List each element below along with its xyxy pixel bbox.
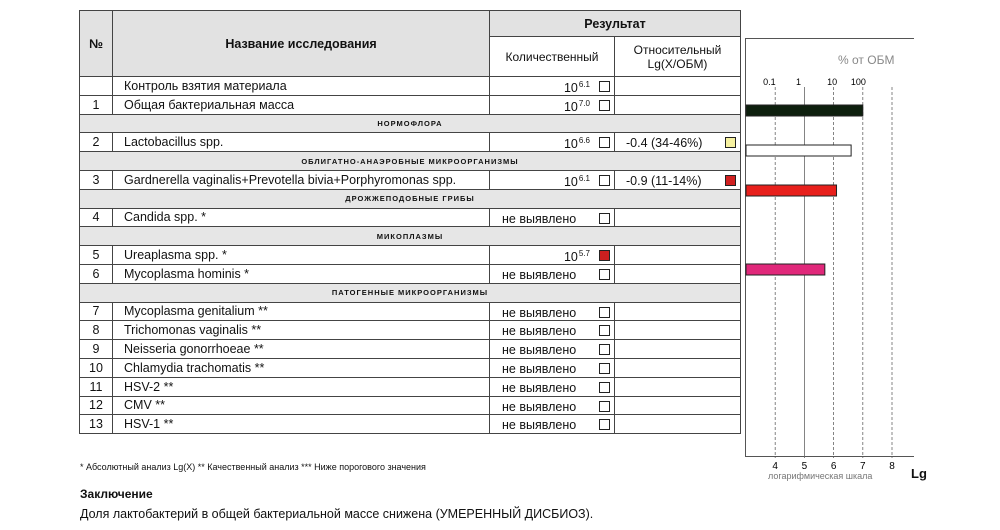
quantitative-cell [490, 170, 615, 189]
checkbox-square [599, 382, 610, 393]
row-number: 1 [80, 95, 113, 114]
quantitative-cell [490, 358, 615, 377]
quantitative-cell [490, 377, 615, 396]
value-base: 10 [563, 175, 578, 190]
quantitative-value [564, 80, 590, 95]
lg-axis-label: Lg [911, 466, 927, 481]
quantitative-cell [490, 208, 615, 227]
col-quantitative-header: Количественный [490, 37, 615, 77]
value-exponent: 7.0 [578, 98, 590, 108]
relative-value: -0.4 (34-46%) [626, 136, 703, 151]
lg-chart [745, 38, 914, 472]
table-row [80, 358, 741, 377]
lg-chart-svg [746, 39, 915, 472]
relative-value: -0.9 (11-14%) [626, 173, 702, 188]
percent-tick-label: 10 [827, 77, 838, 87]
section-row [80, 114, 741, 133]
col-relative-header [615, 37, 741, 77]
relative-cell [615, 302, 741, 321]
relative-cell [615, 321, 741, 340]
not-detected-text: не выявлено [502, 324, 577, 339]
checkbox-square [599, 419, 610, 430]
checkbox-square [599, 269, 610, 280]
value-exponent: 5.7 [578, 249, 590, 259]
quantitative-cell [490, 415, 615, 434]
study-name: Mycoplasma hominis * [113, 264, 490, 283]
study-name: Gardnerella vaginalis+Prevotella bivia+Porphyromonas spp. [113, 170, 490, 189]
chart-bar [746, 145, 851, 156]
quantitative-cell [490, 246, 615, 265]
value-base: 10 [563, 250, 578, 265]
section-row [80, 152, 741, 171]
conclusion-text: Доля лактобактерий в общей бактериальной массе снижена (УМЕРЕННЫЙ ДИСБИОЗ). [80, 507, 594, 521]
table-row [80, 246, 741, 265]
percent-tick-label: 0.1 [763, 77, 776, 87]
not-detected-text: не выявлено [502, 361, 577, 376]
not-detected-text: не выявлено [502, 343, 577, 358]
checkbox-square [599, 344, 610, 355]
checkbox-square [599, 363, 610, 374]
checkbox-square [599, 137, 610, 148]
quantitative-cell [490, 302, 615, 321]
quantitative-value [564, 136, 590, 151]
study-name: HSV-2 ** [113, 377, 490, 396]
checkbox-square [599, 213, 610, 224]
percent-tick-label: 1 [796, 77, 802, 87]
table-row [80, 264, 741, 283]
relative-indicator-square [725, 137, 736, 148]
row-number: 3 [80, 170, 113, 189]
col-num-header: № [80, 11, 113, 77]
study-name: HSV-1 ** [113, 415, 490, 434]
table-row [80, 77, 741, 96]
table-row [80, 95, 741, 114]
scale-label: логарифмическая шкала [768, 471, 873, 481]
relative-cell [615, 95, 741, 114]
table-row [80, 208, 741, 227]
table-row [80, 321, 741, 340]
not-detected-text: не выявлено [502, 305, 577, 320]
study-name: Общая бактериальная масса [113, 95, 490, 114]
table-row [80, 302, 741, 321]
chart-bar [746, 105, 863, 116]
section-title: МИКОПЛАЗМЫ [80, 227, 741, 246]
section-title: ДРОЖЖЕПОДОБНЫЕ ГРИБЫ [80, 189, 741, 208]
study-name: Trichomonas vaginalis ** [113, 321, 490, 340]
study-name: Lactobacillus spp. [113, 133, 490, 152]
section-title: ПАТОГЕННЫЕ МИКРООРГАНИЗМЫ [80, 283, 741, 302]
x-tick-label: 7 [860, 461, 866, 472]
quantitative-cell [490, 340, 615, 359]
row-number [80, 77, 113, 96]
not-detected-text: не выявлено [502, 380, 577, 395]
row-number: 6 [80, 264, 113, 283]
quantitative-cell [490, 95, 615, 114]
relative-cell [615, 208, 741, 227]
relative-header-line1: Относительный [633, 42, 722, 57]
row-number: 2 [80, 133, 113, 152]
row-number: 5 [80, 246, 113, 265]
row-number: 8 [80, 321, 113, 340]
relative-cell [615, 415, 741, 434]
quantitative-cell [490, 396, 615, 415]
value-exponent: 6.1 [578, 173, 590, 183]
section-row [80, 227, 741, 246]
study-name: CMV ** [113, 396, 490, 415]
x-tick-label: 6 [830, 461, 837, 472]
col-name-header: Название исследования [113, 11, 490, 77]
relative-cell [615, 77, 741, 96]
checkbox-square [599, 307, 610, 318]
x-tick-label: 4 [772, 461, 778, 472]
value-exponent: 6.1 [578, 80, 590, 89]
study-name: Chlamydia trachomatis ** [113, 358, 490, 377]
footnote: * Абсолютный анализ Lg(X) ** Качественный анализ *** Ниже порогового значения [80, 462, 426, 472]
quantitative-value [564, 99, 590, 114]
section-row [80, 283, 741, 302]
row-number: 4 [80, 208, 113, 227]
not-detected-text: не выявлено [502, 267, 577, 282]
quantitative-cell [490, 321, 615, 340]
section-title: ОБЛИГАТНО-АНАЭРОБНЫЕ МИКРООРГАНИЗМЫ [80, 152, 741, 171]
relative-cell [615, 133, 741, 152]
table-row [80, 377, 741, 396]
study-name: Mycoplasma genitalium ** [113, 302, 490, 321]
quantitative-value [564, 249, 590, 264]
quantitative-cell [490, 133, 615, 152]
relative-cell [615, 340, 741, 359]
col-result-header: Результат [490, 11, 741, 37]
relative-cell [615, 358, 741, 377]
row-number: 13 [80, 415, 113, 434]
quantitative-value [564, 174, 590, 189]
study-name: Candida spp. * [113, 208, 490, 227]
chart-bar [746, 185, 837, 196]
table-row [80, 396, 741, 415]
quantitative-cell [490, 264, 615, 283]
quantitative-cell [490, 77, 615, 96]
row-number: 11 [80, 377, 113, 396]
checkbox-square [599, 250, 610, 261]
study-name: Ureaplasma spp. * [113, 246, 490, 265]
value-exponent: 6.6 [578, 136, 590, 146]
checkbox-square [599, 325, 610, 336]
checkbox-square [599, 100, 610, 111]
relative-indicator-square [725, 175, 736, 186]
not-detected-text: не выявлено [502, 399, 577, 414]
row-number: 9 [80, 340, 113, 359]
relative-cell [615, 246, 741, 265]
conclusion-title: Заключение [80, 487, 153, 501]
not-detected-text: не выявлено [502, 418, 577, 433]
study-name: Neisseria gonorrhoeae ** [113, 340, 490, 359]
row-number: 12 [80, 396, 113, 415]
checkbox-square [599, 175, 610, 186]
row-number: 7 [80, 302, 113, 321]
checkbox-square [599, 81, 610, 92]
relative-cell [615, 170, 741, 189]
relative-cell [615, 264, 741, 283]
relative-cell [615, 377, 741, 396]
section-title: НОРМОФЛОРА [80, 114, 741, 133]
percent-tick-label: 100 [850, 77, 866, 87]
not-detected-text: не выявлено [502, 211, 577, 226]
checkbox-square [599, 401, 610, 412]
value-base: 10 [563, 81, 578, 96]
value-base: 10 [563, 137, 578, 152]
value-base: 10 [563, 99, 578, 114]
results-table [79, 10, 741, 434]
chart-title: % от ОБМ [838, 53, 895, 67]
relative-header-line2: Lg(X/ОБМ) [647, 56, 708, 71]
table-row [80, 415, 741, 434]
table-row [80, 133, 741, 152]
row-number: 10 [80, 358, 113, 377]
table-row [80, 170, 741, 189]
relative-cell [615, 396, 741, 415]
section-row [80, 189, 741, 208]
chart-bar [746, 264, 825, 275]
x-tick-label: 5 [801, 461, 808, 472]
x-tick-label: 8 [889, 461, 895, 472]
study-name: Контроль взятия материала [113, 77, 490, 96]
table-row [80, 340, 741, 359]
